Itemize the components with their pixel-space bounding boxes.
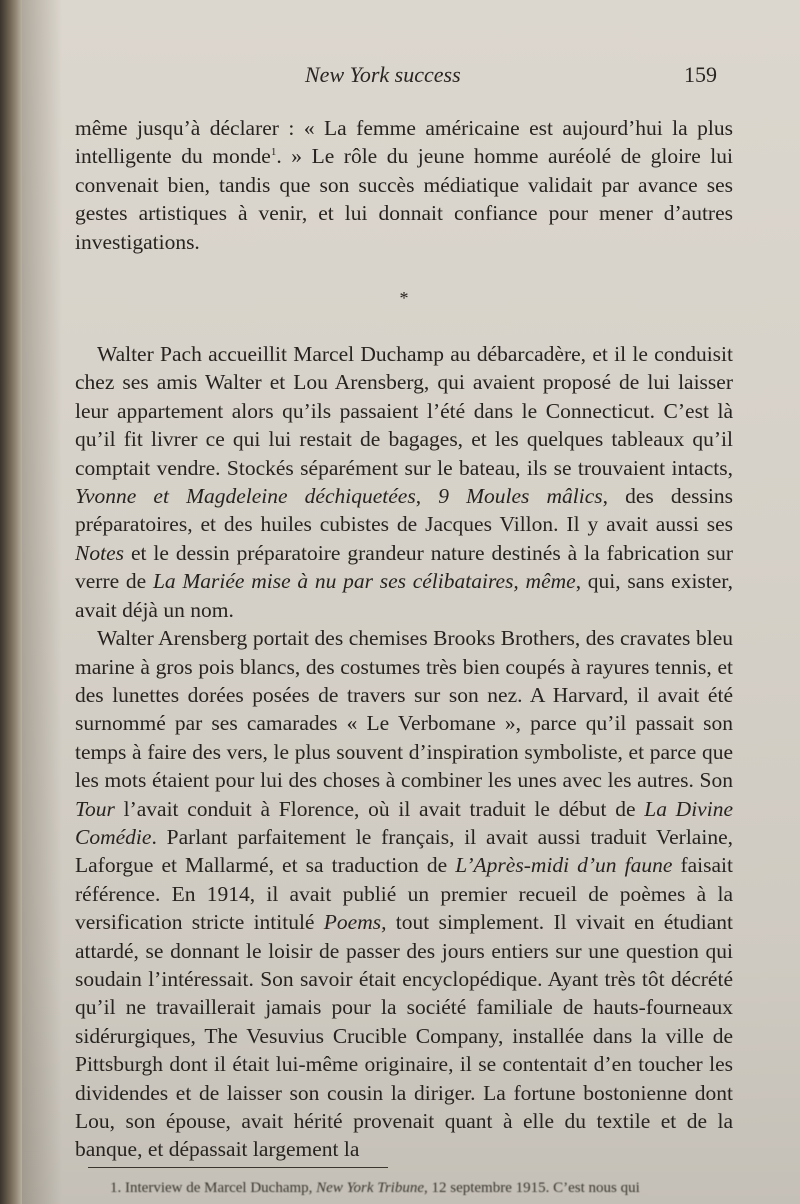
paragraph-2 [75, 340, 733, 624]
footnote [110, 1180, 750, 1197]
body-text [75, 114, 733, 1164]
paragraph-1-text: même jusqu’à déclarer : « La femme américaine est aujourd’hui la plus intelligente du monde [75, 116, 733, 169]
paragraph-3-text: faisait référence. En 1914, il avait publié un premier recueil de poèmes à la versification stricte intitulé [75, 853, 733, 935]
book-spine-edge [0, 0, 22, 1204]
section-separator: * [399, 288, 409, 309]
paragraph-3-text: tout simplement. Il vivait en étudiant attardé, se donnant le loisir de passer des jours entiers sur une question qui soudain l’intéressait. Son savoir était encyclopédique. Ayant très tôt décrété qu’il ne travaillerait jamais pour la société familiale de hauts-fourneaux sidérurgiques, The Vesuvius Crucible Company, installée dans la ville de Pittsburgh dont il était lui-même originaire, il se contentait d’en toucher les dividendes et de laisser son cousin la diriger. La fortune bostonienne dont Lou, son épouse, avait hérité provenait quant à elle du textile et de la banque, et dépassait largement la [75, 910, 733, 1162]
book-page [22, 0, 800, 1204]
paragraph-2-text: Walter Pach accueillit Marcel Duchamp au débarcadère, et il le conduisit chez ses amis Walter et Lou Arensberg, qui avaient proposé de lui laisser leur appartement alors qu’ils passaient l’été dans le Connecticut. C’est là qu’il fit livrer ce qui lui restait de bagages, et les quelques tableaux qu’il comptait vendre. Stockés séparément sur le bateau, ils se trouvaient intacts, [75, 342, 733, 480]
artwork-title: Notes [75, 540, 124, 565]
artwork-title: 9 Moules mâlics [438, 484, 603, 509]
artwork-title: Yvonne et Magdeleine déchiquetées [75, 484, 416, 509]
work-title: Tour [75, 796, 115, 821]
work-title: La Divine Comédie [75, 796, 733, 849]
newspaper-title: New York Tribune [316, 1180, 424, 1196]
paragraph-2-text: et le dessin préparatoire grandeur nature destinés à la fabrication sur verre de [75, 540, 733, 594]
footnote-text: , 12 septembre 1915. C’est nous qui [423, 1180, 640, 1196]
paragraph-3 [75, 624, 733, 1164]
footnote-text: 1. Interview de Marcel Duchamp, [110, 1180, 317, 1196]
running-title: New York success [305, 62, 461, 87]
artwork-title: La Mariée mise à nu par ses célibataires, même [152, 569, 576, 594]
paragraph-3-text: l’avait conduit à Florence, où il avait traduit le début de [114, 796, 645, 821]
paragraph-2-text: , qui, sans exister, avait déjà un nom. [75, 569, 733, 622]
page-number: 159 [684, 62, 717, 87]
work-title: L’Après-midi d’un faune [455, 853, 673, 878]
paragraph-2-text: , [415, 484, 439, 509]
footnote-reference: 1 [270, 146, 277, 159]
paragraph-1-text-cont: . » Le rôle du jeune homme auréolé de gloire lui convenait bien, tandis que son succès médiatique validait par avance ses gestes artistiques à venir, et lui donnait confiance pour mener d’autres investigations. [75, 144, 733, 254]
work-title: Poems, [323, 910, 387, 935]
paragraph-3-text: . Parlant parfaitement le français, il avait aussi traduit Verlaine, Laforgue et Mallarmé, et sa traduction de [75, 824, 733, 878]
running-head [22, 62, 800, 92]
paragraph-2-text: , des dessins préparatoires, et des huiles cubistes de Jacques Villon. Il y avait aussi ses [75, 484, 733, 537]
paragraph-3-text: Walter Arensberg portait des chemises Brooks Brothers, des cravates bleu marine à gros pois blancs, des costumes très bien coupés à rayures tennis, et des lunettes dorées posées de travers sur son nez. A Harvard, il avait été surnommé par ses camarades « Le Verbomane », parce qu’il passait son temps à faire des vers, le plus souvent d’inspiration symboliste, et parce que les mots étaient pour lui des choses à combiner les unes avec les autres. Son [75, 626, 733, 793]
paragraph-1 [75, 114, 733, 256]
footnote-divider [88, 1167, 388, 1168]
